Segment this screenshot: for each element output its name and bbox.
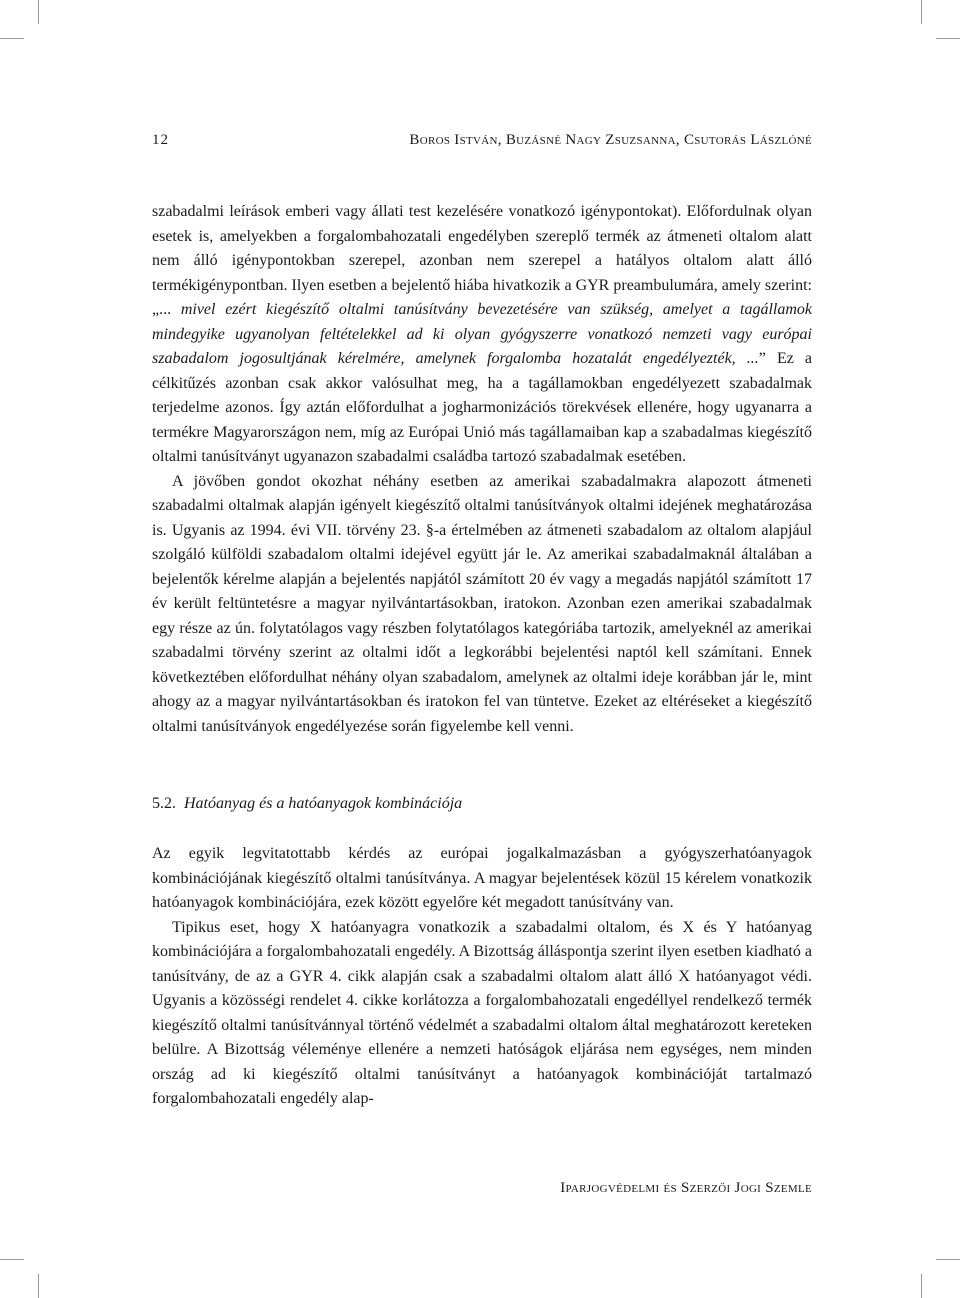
section-heading bbox=[152, 795, 462, 813]
paragraph-text: szabadalmi leírások emberi vagy állati test kezelésére vonatkozó igénypontokat). Előfordulnak olyan esetek is, amelyekben a forgalombahozatali engedélyben szereplő termék az átmeneti oltalom alatt nem álló igénypontokban szerepel, azonban nem szerepel a hatályos oltalom alatt álló termékigénypontban. Ilyen esetben a bejelentő hiába hivatkozik a GYR preambulumára, amely szerint: „... bbox=[152, 203, 812, 318]
crop-mark-top-right bbox=[921, 0, 922, 24]
paragraph-text: ” Ez a célkitűzés azonban csak akkor valósulhat meg, ha a tagállamokban engedélyezett szabadalmak terjedelme azonos. Így aztán előfordulhat a jogharmonizációs törekvések ellenére, hogy ugyanarra a termékre Magyarországon nem, míg az Európai Unió más tagállamaiban kap a szabadalmas kiegészítő oltalmi tanúsítványt ugyanazon szabadalmi családba tartozó szabadalmak esetében. bbox=[152, 350, 812, 465]
body-text-upper bbox=[152, 200, 812, 739]
crop-mark-top-left bbox=[38, 0, 39, 24]
journal-footer: Iparjogvédelmi és Szerzői Jogi Szemle bbox=[560, 1180, 812, 1196]
paragraph: Az egyik legvitatottabb kérdés az európai jogalkalmazásban a gyógyszerhatóanyagok kombinációjának kiegészítő oltalmi tanúsítványa. A magyar bejelentések közül 15 kérelem vonatkozik hatóanyagok kombinációjára, ezek között egyelőre két megadott tanúsítvány van. bbox=[152, 845, 812, 911]
quotation: mivel ezért kiegészítő oltalmi tanúsítvány bevezetésére van szükség, amelyet a tagállamok mindegyike ugyanolyan feltételekkel ad ki olyan gyógyszerre vonatkozó nemzeti vagy európai szabadalom jogosultjának kérelmére, amelynek forgalomba hozatalát engedélyezték, ... bbox=[152, 301, 812, 367]
crop-mark-bottom-right bbox=[921, 1274, 922, 1298]
paragraph: A jövőben gondot okozhat néhány esetben az amerikai szabadalmakra alapozott átmeneti szabadalmi oltalmak alapján igényelt kiegészítő oltalmi tanúsítványok oltalmi idejének meghatározása is. Ugyanis az 1994. évi VII. törvény 23. §-a értelmében az átmeneti szabadalom az oltalom alapjául szolgáló külföldi szabadalom oltalmi idejével együtt jár le. Az amerikai szabadalmaknál általában a bejelentők kérelme alapján a bejelentés napjától számított 20 év vagy a megadás napjától számított 17 év került feltüntetésre a magyar nyilvántartásokban, iratokon. Azonban ezen amerikai szabadalmak egy része az ún. folytatólagos vagy részben folytatólagos kategóriába tartozik, amelyeknél az amerikai szabadalmi törvény szerint az oltalmi időt a legkorábbi bejelentési naptól kell számítani. Ennek következtében előfordulhat néhány olyan szabadalom, amelynek az oltalmi ideje korábban jár le, mint ahogy az a magyar nyilvántartásokban és iratokon fel van tüntetve. Ezeket az eltéréseket a kiegészítő oltalmi tanúsítványok engedélyezése során figyelembe kell venni. bbox=[152, 472, 812, 735]
paragraph: Tipikus eset, hogy X hatóanyagra vonatkozik a szabadalmi oltalom, és X és Y hatóanyag kombinációjára a forgalombahozatali engedély. A Bizottság álláspontja szerint ilyen esetben kiadható a tanúsítvány, de az a GYR 4. cikk alapján csak a szabadalmi oltalom alatt álló X hatóanyagot védi. Ugyanis a közösségi rendelet 4. cikke korlátozza a forgalombahozatali engedéllyel rendelkező termék kiegészítő oltalmi tanúsítvánnyal történő védelmét a szabadalmi oltalom által meghatározott kereteken belülre. A Bizottság véleménye ellenére a nemzeti hatóságok eljárása nem egységes, nem minden ország ad ki kiegészítő oltalmi tanúsítványt a hatóanyagok kombinációját tartalmazó forgalombahozatali engedély alap- bbox=[152, 918, 812, 1107]
page-number: 12 bbox=[152, 132, 169, 148]
section-number: 5.2. bbox=[152, 795, 176, 812]
running-head-authors: Boros István, Buzásné Nagy Zsuzsanna, Csutorás Lászlóné bbox=[409, 132, 812, 148]
paragraph bbox=[152, 200, 812, 470]
crop-mark-top-right bbox=[936, 38, 960, 39]
crop-mark-bottom-left bbox=[0, 1259, 24, 1260]
crop-mark-bottom-right bbox=[936, 1259, 960, 1260]
section-title: Hatóanyag és a hatóanyagok kombinációja bbox=[184, 795, 463, 812]
crop-mark-bottom-left bbox=[38, 1274, 39, 1298]
body-text-lower bbox=[152, 842, 812, 1112]
crop-mark-top-left bbox=[0, 38, 24, 39]
